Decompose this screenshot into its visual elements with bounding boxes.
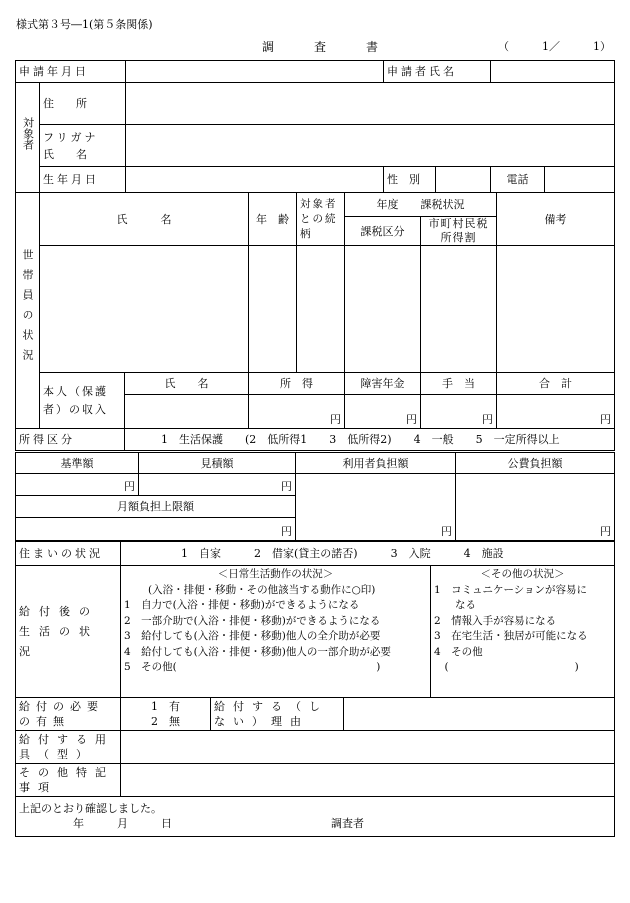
necessity-yes[interactable]: 1 有 <box>151 700 180 713</box>
monthly-cap-field[interactable]: 円 <box>16 518 296 541</box>
investigator-label: 調査者 <box>331 817 364 830</box>
status-table <box>15 541 615 837</box>
estimate-amount-field[interactable]: 円 <box>139 474 296 496</box>
reason-field[interactable] <box>344 698 615 731</box>
other-item[interactable]: 4 その他 <box>434 645 483 658</box>
necessity-label: 給付の必要の有無 <box>16 698 121 731</box>
income-pension-cell[interactable]: 円 <box>345 395 421 429</box>
housing-options[interactable]: 1 自家 2 借家(貸主の諾否) 3 入院 4 施設 <box>121 542 615 566</box>
applicant-name-field[interactable] <box>491 61 615 83</box>
form-code: 様式第３号―1(第５条関係) <box>16 18 153 31</box>
daily-item[interactable]: 2 一部介助で(入浴・排便・移動)ができるようになる <box>124 614 381 627</box>
address-label: 住 所 <box>40 83 126 125</box>
income-col-pension: 障害年金 <box>345 373 421 395</box>
other-item[interactable]: 1 コミュニケーションが容易に <box>434 583 588 596</box>
necessity-options[interactable] <box>121 698 211 731</box>
daily-living-heading: ＜日常生活動作の状況＞ <box>217 568 334 580</box>
base-amount-label: 基準額 <box>16 453 139 474</box>
equipment-label: 給付する用具（型） <box>16 731 121 764</box>
daily-item[interactable]: 5 その他( ) <box>124 661 381 673</box>
other-status-heading: ＜その他の状況＞ <box>480 568 565 580</box>
birthdate-label: 生年月日 <box>40 167 126 193</box>
household-relation-cell[interactable] <box>297 246 345 373</box>
daily-item[interactable]: 1 自力で(入浴・排便・移動)ができるようになる <box>124 599 360 611</box>
public-burden-label: 公費負担額 <box>456 453 615 474</box>
base-amount-field[interactable]: 円 <box>16 474 139 496</box>
income-label: 本人（保護者）の収入 <box>40 373 125 429</box>
other-item[interactable]: 2 情報入手が容易になる <box>434 614 557 627</box>
post-benefit-label: 給付後の生活の状況 <box>16 566 121 698</box>
household-age-cell[interactable] <box>249 246 297 373</box>
other-item[interactable]: 3 在宅生活・独居が可能になる <box>434 630 588 642</box>
document-title: 調 査 書 <box>262 40 380 54</box>
household-col-age: 年 齢 <box>249 193 297 246</box>
household-municipal-tax-cell[interactable] <box>421 246 497 373</box>
household-table <box>15 192 615 451</box>
household-col-remarks: 備考 <box>497 193 615 246</box>
application-date-label: 申請年月日 <box>16 61 126 83</box>
phone-label: 電話 <box>491 167 545 193</box>
income-col-allowance: 手 当 <box>421 373 497 395</box>
household-col-municipal-tax: 市町村民税所得割 <box>421 217 497 246</box>
income-name-cell[interactable] <box>125 395 249 429</box>
other-status-list <box>434 583 611 676</box>
monthly-cap-label: 月額負担上限額 <box>16 496 296 518</box>
income-class-label: 所得区分 <box>16 429 125 451</box>
phone-field[interactable] <box>545 167 615 193</box>
birthdate-field[interactable] <box>126 167 384 193</box>
name-field[interactable] <box>126 125 615 167</box>
confirmation-text: 上記のとおり確認しました。 <box>19 802 162 815</box>
household-col-tax-class: 課税区分 <box>345 217 421 246</box>
user-burden-field[interactable]: 円 <box>296 474 456 541</box>
user-burden-label: 利用者負担額 <box>296 453 456 474</box>
household-col-tax-status: 年度 課税状況 <box>345 193 497 217</box>
household-side-label: 世帯員の状況 <box>16 193 40 429</box>
furigana-name-label: フリガナ 氏 名 <box>40 125 126 167</box>
estimate-amount-label: 見積額 <box>139 453 296 474</box>
public-burden-field[interactable]: 円 <box>456 474 615 541</box>
household-col-relation: 対象者との続柄 <box>297 193 345 246</box>
income-income-cell[interactable]: 円 <box>249 395 345 429</box>
income-col-income: 所 得 <box>249 373 345 395</box>
confirmation-date[interactable]: 年 月 日 <box>73 817 172 830</box>
daily-living-subheading: (入浴・排便・移動・その他該当する動作に○印) <box>148 583 376 596</box>
other-item: なる <box>434 599 476 611</box>
subject-table <box>15 60 615 193</box>
income-class-options[interactable]: 1 生活保護 (2 低所得1 3 低所得2) 4 一般 5 一定所得以上 <box>125 429 615 451</box>
daily-living-list <box>124 598 427 676</box>
other-notes-field[interactable] <box>121 764 615 797</box>
other-item[interactable]: ( ) <box>434 661 579 673</box>
necessity-no[interactable]: 2 無 <box>151 715 180 728</box>
application-date-field[interactable] <box>126 61 384 83</box>
applicant-name-label: 申請者氏名 <box>384 61 491 83</box>
household-col-name: 氏 名 <box>40 193 249 246</box>
subject-side-label: 対象者 <box>16 83 40 193</box>
income-total-cell[interactable]: 円 <box>497 395 615 429</box>
page-number: （ 1／ 1） <box>498 40 611 53</box>
other-notes-label: その他特記事項 <box>16 764 121 797</box>
gender-field[interactable] <box>436 167 491 193</box>
housing-label: 住まいの状況 <box>16 542 121 566</box>
reason-label: 給付する（しない）理由 <box>211 698 344 731</box>
household-name-cell[interactable] <box>40 246 249 373</box>
daily-item[interactable]: 3 給付しても(入浴・排便・移動)他人の全介助が必要 <box>124 630 381 642</box>
address-field[interactable] <box>126 83 615 125</box>
daily-living-section[interactable] <box>121 566 431 698</box>
income-allowance-cell[interactable]: 円 <box>421 395 497 429</box>
amounts-table <box>15 452 615 541</box>
other-status-section[interactable] <box>431 566 615 698</box>
household-tax-class-cell[interactable] <box>345 246 421 373</box>
equipment-field[interactable] <box>121 731 615 764</box>
gender-label: 性 別 <box>384 167 436 193</box>
income-col-total: 合 計 <box>497 373 615 395</box>
income-col-name: 氏 名 <box>125 373 249 395</box>
daily-item[interactable]: 4 給付しても(入浴・排便・移動)他人の一部介助が必要 <box>124 645 391 658</box>
confirmation-section <box>16 797 615 837</box>
household-remarks-cell[interactable] <box>497 246 615 373</box>
